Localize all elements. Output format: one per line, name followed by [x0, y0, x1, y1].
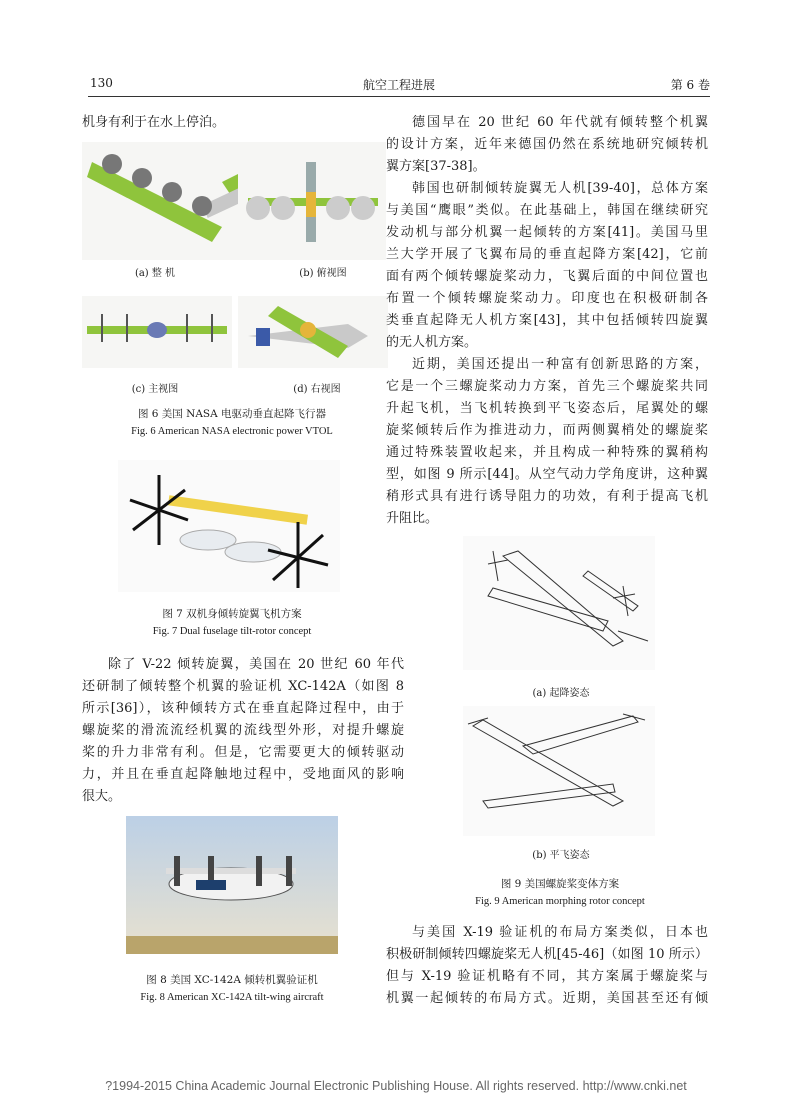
- fig6d-image: [238, 296, 388, 368]
- right-paragraph-0: 德国早在 20 世纪 60 年代就有倾转整个机翼 的设计方案，近年来德国仍然在系统地研究倾转机 翼方案[37-38]。: [386, 115, 708, 174]
- copyright-footer: ?1994-2015 China Academic Journal Electronic Publishing House. All rights reserved. http://www.cnki.net: [105, 1079, 687, 1093]
- fig6-caption-en: Fig. 6 American NASA electronic power VTOL: [131, 426, 333, 437]
- fig8-caption-en: Fig. 8 American XC-142A tilt-wing aircraft: [140, 992, 324, 1003]
- fig9-caption-cn: 图 9 美国螺旋桨变体方案: [500, 878, 620, 890]
- fig9a-image: [463, 536, 655, 670]
- volume-label: 第 6 卷: [670, 78, 710, 92]
- fig6b-image: [238, 142, 386, 260]
- fig9a-caption: (a) 起降姿态: [532, 688, 590, 699]
- page-number: 130: [90, 76, 113, 90]
- fig6a-caption: (a) 整 机: [134, 268, 176, 279]
- fig6-caption-cn: 图 6 美国 NASA 电驱动垂直起降飞行器: [137, 408, 327, 420]
- fig8-caption-cn: 图 8 美国 XC-142A 倾转机翼验证机: [146, 974, 318, 986]
- fig9-caption-en: Fig. 9 American morphing rotor concept: [475, 896, 645, 907]
- fig7-caption-en: Fig. 7 Dual fuselage tilt-rotor concept: [152, 626, 312, 637]
- right-paragraph-2: 近期，美国还提出一种富有创新思路的方案， 它是一个三螺旋桨动力方案，首先三个螺旋桨共同 升起飞机，当飞机转换到平飞姿态后，尾翼处的螺 旋桨倾转后作为推进动力，而两侧翼梢处的螺旋桨 通过特殊装置收起来，并且构成一种特殊的翼稍构 型，如图 9 所示[44]。从空气动力学角度讲，这种翼 稍形式具有进行诱导阻力的功效，有利于提高飞机 升阻比。: [386, 357, 708, 526]
- fig9b-image: [463, 706, 655, 836]
- running-header: [88, 74, 710, 94]
- fig6d-caption: (d) 右视图: [293, 384, 341, 395]
- right-paragraph-1: 韩国也研制倾转旋翼无人机[39-40]，总体方案 与美国“鹰眼”类似。在此基础上，韩国在继续研究 发动机与部分机翼一起倾转的方案[41]。美国马里 兰大学开展了飞翼布局的垂直起降方案[42]，它前 面有两个倾转螺旋桨动力，飞翼后面的中间位置也 布置一个倾转螺旋桨动力。印度也在积极研制各 类垂直起降无人机方案[43]，其中包括倾转四旋翼 的无人机方案。: [386, 181, 708, 350]
- fig7-image: [118, 460, 340, 592]
- right-paragraph-3: 与美国 X-19 验证机的布局方案类似，日本也 积极研制倾转四螺旋桨无人机[45-46]（如图 10 所示） 但与 X-19 验证机略有不同，其方案属于螺旋桨与 机翼一起倾转的布局方式。近期，美国甚至还有倾: [386, 925, 708, 1006]
- left-paragraph-0: 机身有利于在水上停泊。: [82, 115, 226, 130]
- fig9b-caption: (b) 平飞姿态: [532, 850, 590, 861]
- journal-title: 航空工程进展: [362, 78, 435, 92]
- fig6c-image: [82, 296, 232, 368]
- header-rule: [88, 96, 710, 97]
- left-paragraph-1: 除了 V-22 倾转旋翼，美国在 20 世纪 60 年代 还研制了倾转整个机翼的验证机 XC-142A（如图 8 所示[36]），该种倾转方式在垂直起降过程中，由于 螺旋桨的滑流流经机翼的流线型外形，对提升螺旋 桨的升力非常有利。但是，它需要更大的倾转驱动 力，并且在垂直起降触地过程中，受地面风的影响 很大。: [82, 657, 404, 804]
- fig8-image: [126, 816, 338, 954]
- fig6b-caption: (b) 俯视图: [299, 268, 347, 279]
- fig6c-caption: (c) 主视图: [131, 384, 179, 395]
- fig7-caption-cn: 图 7 双机身倾转旋翼飞机方案: [162, 608, 302, 620]
